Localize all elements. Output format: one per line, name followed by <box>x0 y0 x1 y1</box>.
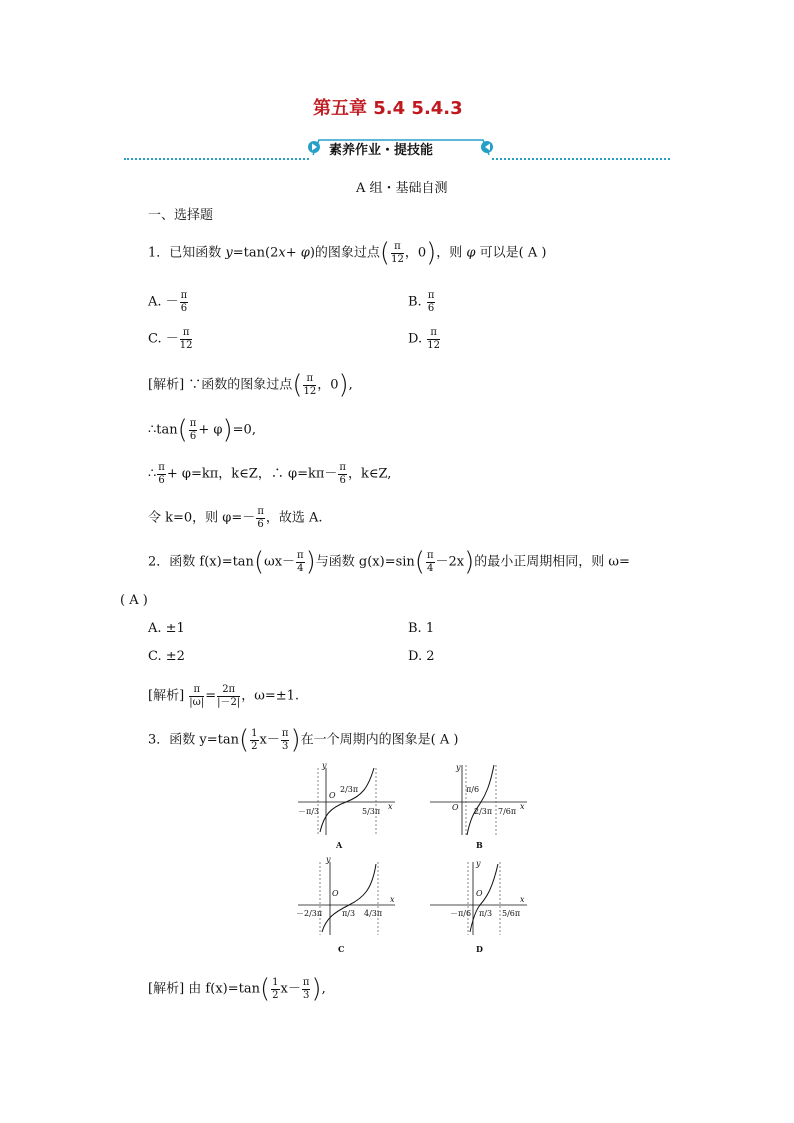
svg-text:4/3π: 4/3π <box>364 909 383 918</box>
section-banner <box>305 137 495 157</box>
graph-b <box>430 763 527 850</box>
svg-text:5/6π: 5/6π <box>502 909 521 918</box>
q3-stem: 3．函数 y=tan( $\frac{1}{2}$ x－ $\frac{\pi}{3}$ )在一个周期内的图象是( A ) <box>148 725 459 755</box>
q2-stem: 2．函数 f(x)=tan(ωx－ $\frac{\pi}{4}$ )与函数 g(x)=sin( $\frac{\pi}{4}$ －2x)的最小正周期相同，则 ω= <box>148 547 630 577</box>
svg-text:－2/3π: －2/3π <box>296 909 323 918</box>
banner-text: 素养作业・提技能 <box>329 143 434 158</box>
part-heading: 一、选择题 <box>148 208 214 223</box>
svg-text:y: y <box>476 859 481 868</box>
group-heading: A 组・基础自测 <box>356 181 448 196</box>
svg-text:y: y <box>326 855 331 864</box>
svg-text:7/6π: 7/6π <box>498 807 517 816</box>
q2-option-d: D. 2 <box>408 649 435 664</box>
q1-analysis-4: 令 k=0，则 φ=－ $\frac{\pi}{6}$ ，故选 A. <box>148 506 323 530</box>
svg-text:A: A <box>336 840 343 850</box>
svg-text:5/3π: 5/3π <box>362 807 381 816</box>
svg-text:O: O <box>332 889 339 898</box>
q1-option-b: B. $\frac{\pi}{6}$ <box>408 290 435 314</box>
dotted-rule-right <box>492 158 670 160</box>
svg-text:O: O <box>476 889 483 898</box>
fraction: $\frac{\pi}{12}$ <box>391 241 404 265</box>
graph-c <box>296 855 395 954</box>
svg-text:π/3: π/3 <box>479 909 493 918</box>
q1-analysis-3: ∴ $\frac{\pi}{6}$ + φ=kπ，k∈Z，∴ φ=kπ－ $\frac{\pi}{6}$ ，k∈Z, <box>148 462 392 486</box>
svg-text:x: x <box>520 895 525 904</box>
q2-option-a: A. ±1 <box>148 621 185 636</box>
q1-option-a: A. － $\frac{\pi}{6}$ <box>148 290 188 314</box>
svg-text:C: C <box>338 944 345 954</box>
svg-text:x: x <box>390 895 395 904</box>
dotted-rule-left <box>124 158 309 160</box>
q2-option-c: C. ±2 <box>148 649 185 664</box>
svg-text:O: O <box>452 803 459 812</box>
svg-text:O: O <box>329 791 336 800</box>
chapter-title: 第五章 5.4 5.4.3 <box>313 98 463 119</box>
q1-analysis-1: [解析] ∵函数的图象过点( $\frac{\pi}{12}$ ，0), <box>148 370 353 400</box>
svg-text:－π/6: －π/6 <box>450 909 472 918</box>
svg-text:y: y <box>456 763 461 772</box>
q1-analysis-2: ∴tan( $\frac{\pi}{6}$ + φ)=0, <box>148 415 256 445</box>
graph-d <box>430 859 527 954</box>
svg-text:x: x <box>520 802 525 811</box>
svg-text:－π/3: －π/3 <box>298 807 320 816</box>
q2-answer: ( A ) <box>120 593 148 608</box>
q2-analysis: [解析] $\frac{\pi}{|\omega|}$ = $\frac{2\pi}{|-2|}$ ，ω=±1. <box>148 684 300 708</box>
q3-analysis: [解析] 由 f(x)=tan( $\frac{1}{2}$ x－ $\frac{\pi}{3}$ ), <box>148 974 326 1004</box>
q3-graphs <box>290 760 540 960</box>
q2-option-b: B. 1 <box>408 621 435 636</box>
q1-option-d: D. $\frac{\pi}{12}$ <box>408 327 440 351</box>
q1-option-c: C. － $\frac{\pi}{12}$ <box>148 327 193 351</box>
svg-text:y: y <box>322 761 327 770</box>
svg-text:x: x <box>388 802 393 811</box>
graph-a <box>298 761 395 850</box>
svg-text:π/3: π/3 <box>342 909 356 918</box>
q1-stem: 1．已知函数 y=tan(2x+ φ)的图象过点( $\frac{\pi}{12}$ ，0)，则 φ 可以是( A ) <box>148 238 547 268</box>
svg-text:B: B <box>476 840 483 850</box>
svg-text:2/3π: 2/3π <box>340 785 359 794</box>
svg-text:2/3π: 2/3π <box>474 807 493 816</box>
svg-text:π/6: π/6 <box>466 785 480 794</box>
svg-text:D: D <box>476 944 483 954</box>
